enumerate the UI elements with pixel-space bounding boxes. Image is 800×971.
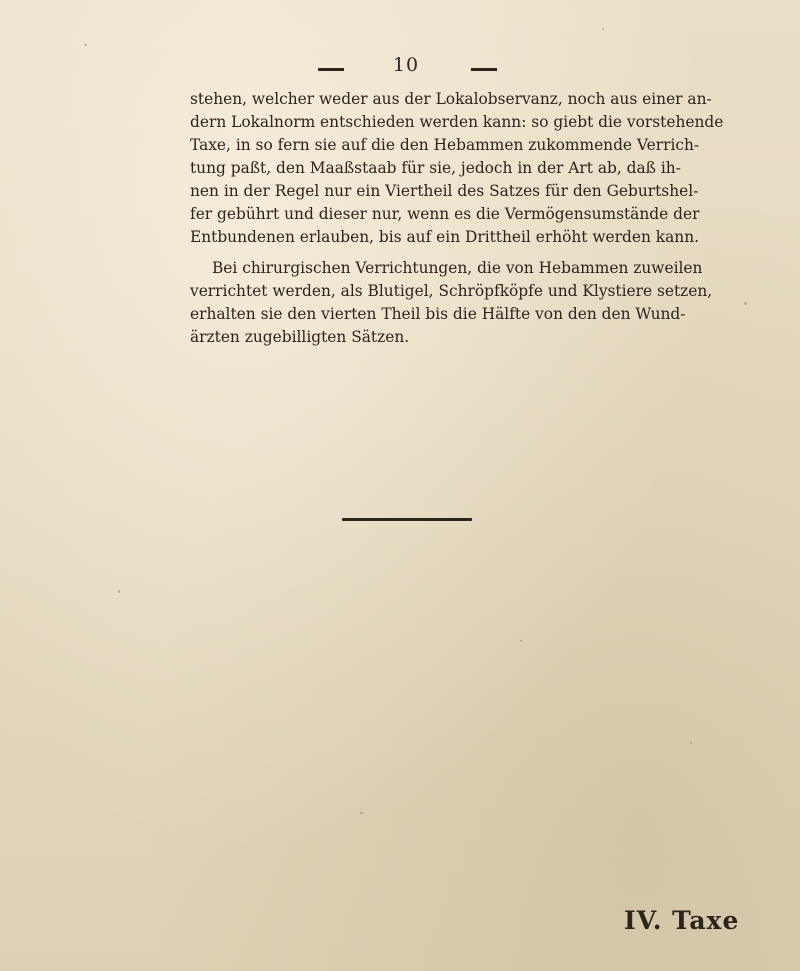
text-line: Entbundenen erlauben, bis auf ein Drittheil erhöht werden kann. — [190, 228, 700, 246]
paragraph-2 — [190, 257, 713, 349]
paper-speck — [360, 812, 363, 814]
body-text — [190, 88, 724, 349]
text-line: Bei chirurgischen Verrichtungen, die von Hebammen zuweilen — [212, 259, 703, 277]
paragraph-gap — [190, 249, 622, 257]
paper-speck — [690, 742, 692, 744]
paper-speck — [84, 44, 87, 46]
text-line: Taxe, in so fern sie auf die den Hebammen zukommende Verrich- — [190, 136, 700, 154]
text-line: dern Lokalnorm entschieden werden kann: so giebt die vorstehende — [190, 113, 724, 131]
paper-speck — [602, 28, 604, 30]
header-dash-right — [471, 68, 497, 71]
paper-speck — [520, 640, 522, 642]
text-line: stehen, welcher weder aus der Lokalobservanz, noch aus einer an- — [190, 90, 712, 108]
page-number: 10 — [392, 54, 420, 76]
catchword: IV. Taxe — [624, 906, 740, 935]
text-line: tung paßt, den Maaßstaab für sie, jedoch in der Art ab, daß ih- — [190, 159, 681, 177]
text-line: ärzten zugebilligten Sätzen. — [190, 328, 410, 346]
text-line: verrichtet werden, als Blutigel, Schröpfköpfe und Klystiere setzen, — [190, 282, 713, 300]
paper-speck — [744, 302, 747, 305]
text-line: nen in der Regel nur ein Viertheil des Satzes für den Geburtshel- — [190, 182, 699, 200]
header-dash-left — [318, 68, 344, 71]
section-rule — [342, 518, 472, 521]
text-line: erhalten sie den vierten Theil bis die Hälfte von den den Wund- — [190, 305, 686, 323]
paragraph-1 — [190, 88, 724, 249]
page-header — [0, 54, 800, 84]
paper-speck — [118, 590, 120, 593]
text-line: fer gebührt und dieser nur, wenn es die Vermögensumstände der — [190, 205, 700, 223]
